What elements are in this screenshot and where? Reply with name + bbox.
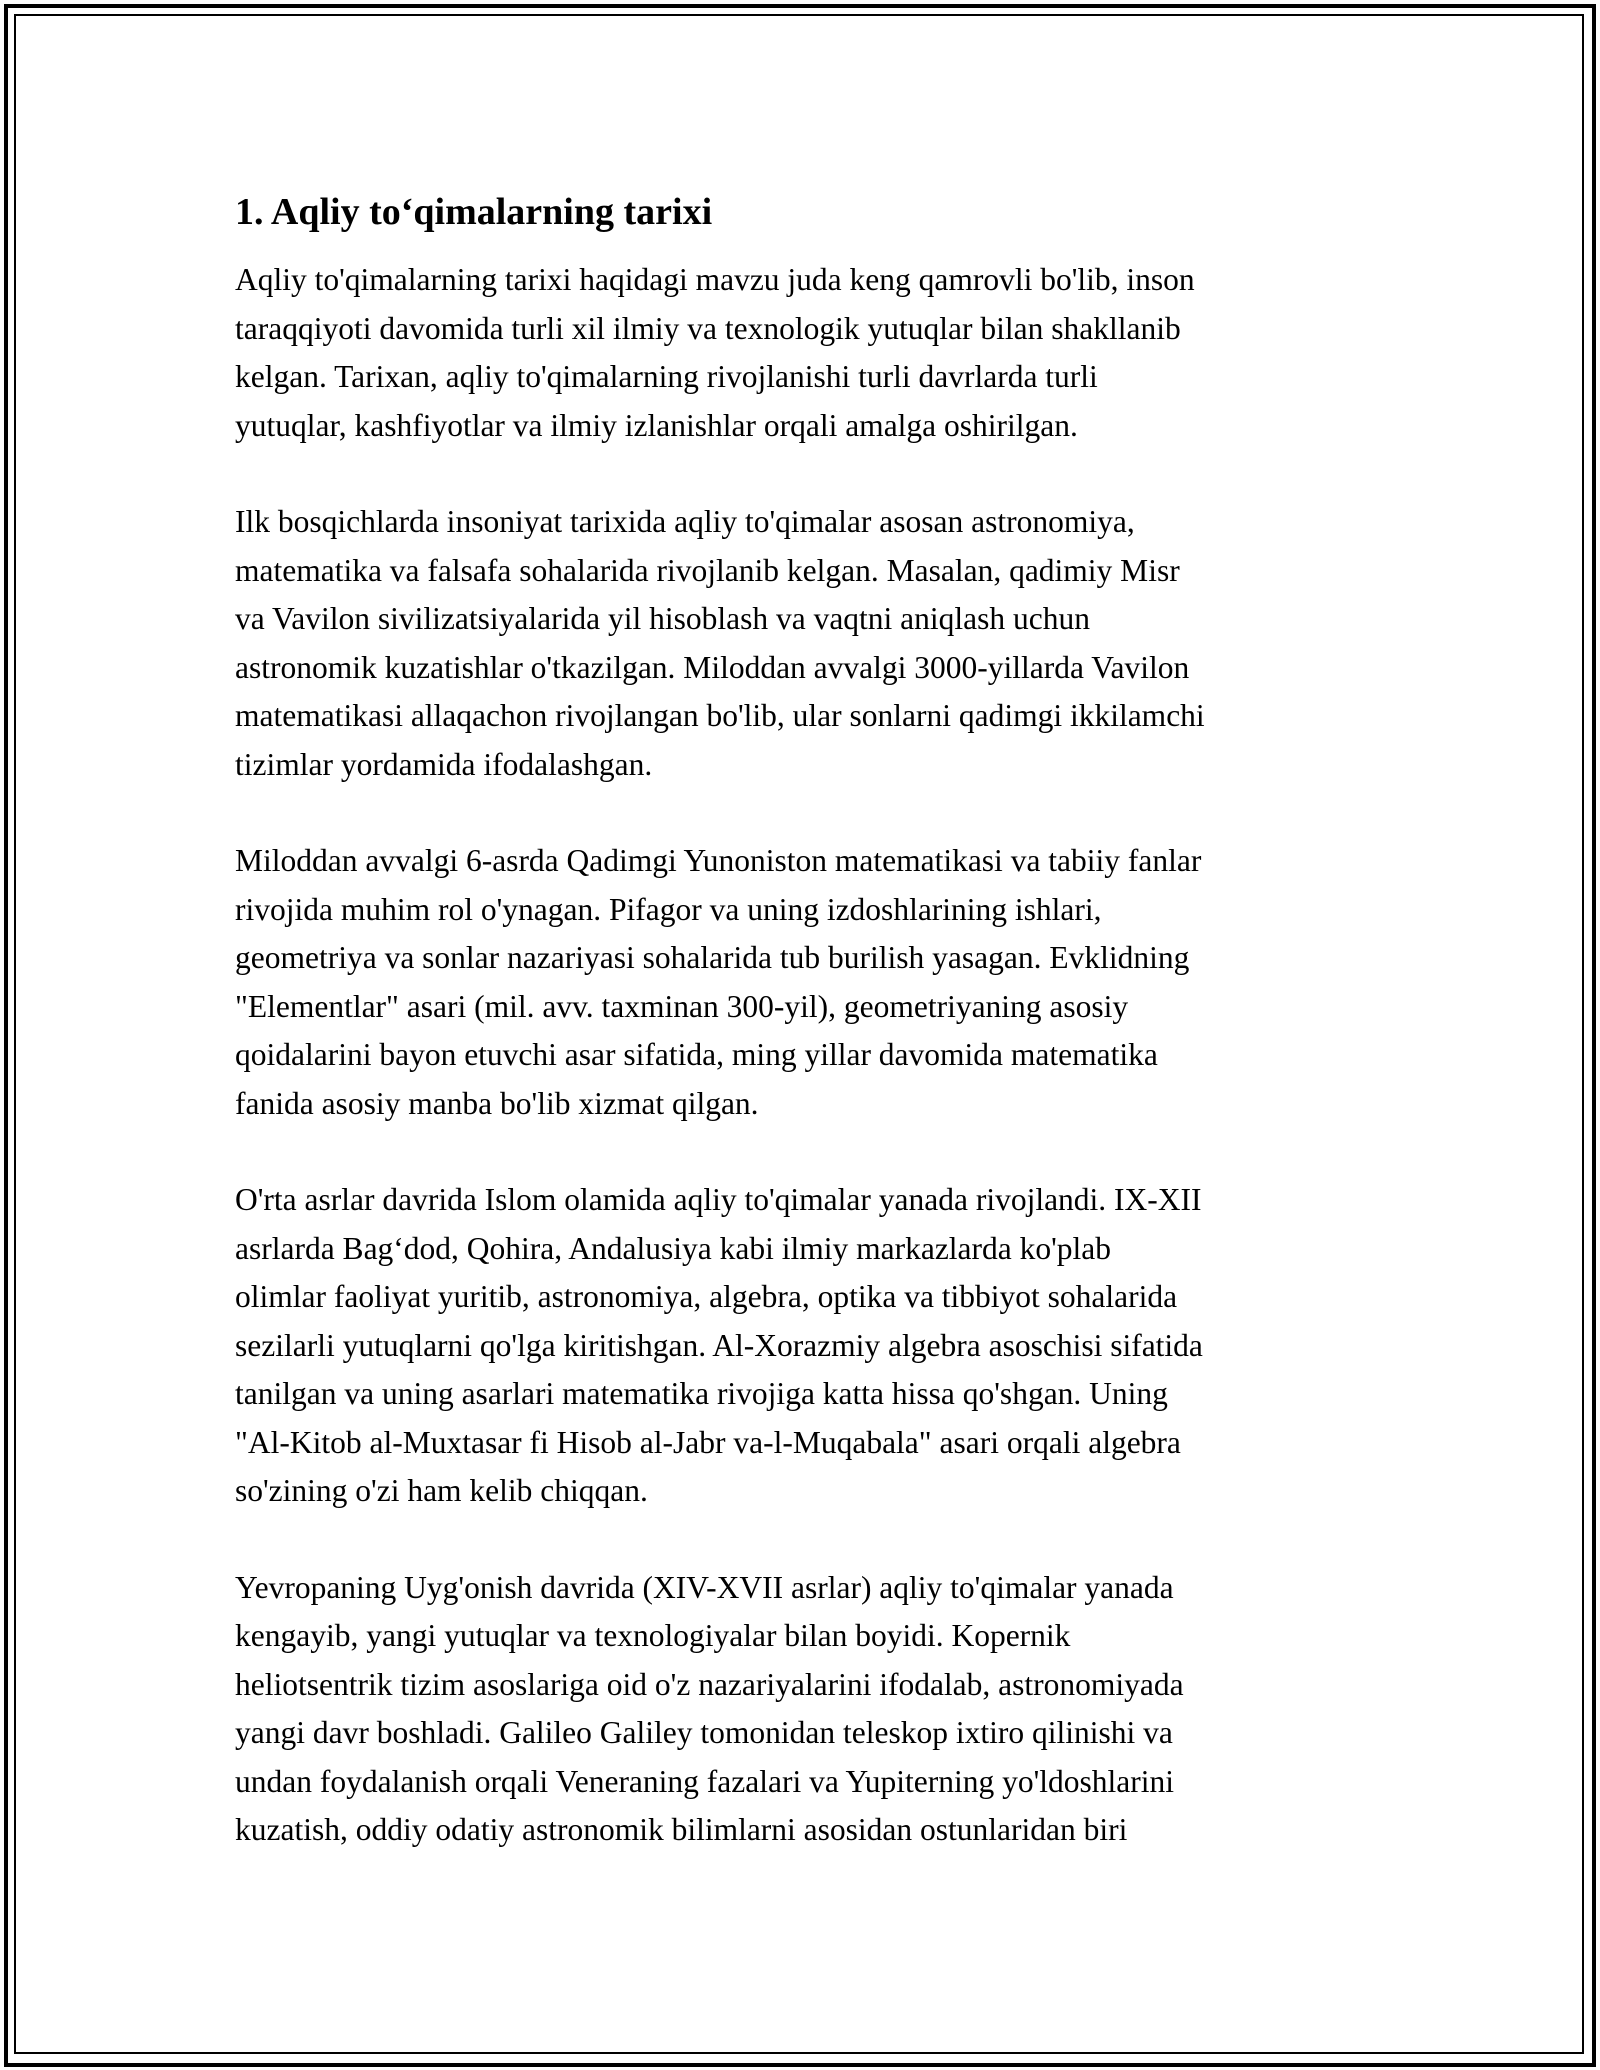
paragraph-line: rivojida muhim rol o'ynagan. Pifagor va uning izdoshlarining ishlari, xyxy=(235,891,1102,927)
paragraph-line: "Al-Kitob al-Muxtasar fi Hisob al-Jabr va-l-Muqabala" asari orqali algebra xyxy=(235,1424,1181,1460)
paragraph-2 xyxy=(235,498,1405,789)
paragraph-line: Yevropaning Uyg'onish davrida (XIV-XVII asrlar) aqliy to'qimalar yanada xyxy=(235,1569,1174,1605)
section-heading: 1. Aqliy to‘qimalarning tarixi xyxy=(235,191,713,233)
paragraph-line: asrlarda Bag‘dod, Qohira, Andalusiya kabi ilmiy markazlarda ko'plab xyxy=(235,1230,1112,1266)
paragraph-line: kuzatish, oddiy odatiy astronomik bilimlarni asosidan ostunlaridan biri xyxy=(235,1812,1128,1847)
paragraph-line: astronomik kuzatishlar o'tkazilgan. Miloddan avvalgi 3000-yillarda Vavilon xyxy=(235,649,1190,685)
paragraph-line: olimlar faoliyat yuritib, astronomiya, algebra, optika va tibbiyot sohalarida xyxy=(235,1279,1178,1314)
paragraph-5 xyxy=(235,1564,1405,1855)
paragraph-3 xyxy=(235,837,1405,1128)
paragraph-line: kelgan. Tarixan, aqliy to'qimalarning rivojlanishi turli davrlarda turli xyxy=(235,359,1098,394)
paragraph-line: yangi davr boshladi. Galileo Galiley tomonidan teleskop ixtiro qilinishi va xyxy=(235,1715,1173,1750)
paragraph-line: undan foydalanish orqali Veneraning fazalari va Yupiterning yo'ldoshlarini xyxy=(235,1763,1175,1799)
paragraph-line: O'rta asrlar davrida Islom olamida aqliy to'qimalar yanada rivojlandi. IX-XII xyxy=(235,1182,1202,1217)
paragraph-line: tanilgan va uning asarlari matematika rivojiga katta hissa qo'shgan. Uning xyxy=(235,1376,1168,1411)
paragraph-line: matematika va falsafa sohalarida rivojlanib kelgan. Masalan, qadimiy Misr xyxy=(235,552,1180,588)
paragraph-4 xyxy=(235,1176,1405,1516)
paragraph-line: Ilk bosqichlarda insoniyat tarixida aqliy to'qimalar asosan astronomiya, xyxy=(235,504,1135,539)
paragraph-line: Miloddan avvalgi 6-asrda Qadimgi Yunoniston matematikasi va tabiiy fanlar xyxy=(235,843,1202,878)
paragraph-line: "Elementlar" asari (mil. avv. taxminan 300-yil), geometriyaning asosiy xyxy=(235,988,1129,1024)
paragraph-line: yutuqlar, kashfiyotlar va ilmiy izlanishlar orqali amalga oshirilgan. xyxy=(235,407,1078,443)
paragraph-line: matematikasi allaqachon rivojlangan bo'lib, ular sonlarni qadimgi ikkilamchi xyxy=(235,698,1205,733)
paragraph-line: va Vavilon sivilizatsiyalarida yil hisoblash va vaqtni aniqlash uchun xyxy=(235,601,1091,636)
paragraph-1 xyxy=(235,256,1405,450)
paragraph-line: kengayib, yangi yutuqlar va texnologiyalar bilan boyidi. Kopernik xyxy=(235,1618,1071,1653)
paragraph-line: Aqliy to'qimalarning tarixi haqidagi mavzu juda keng qamrovli bo'lib, inson xyxy=(235,262,1195,297)
document-body xyxy=(235,186,1405,1903)
paragraph-line: so'zining o'zi ham kelib chiqqan. xyxy=(235,1473,648,1508)
paragraph-line: qoidalarini bayon etuvchi asar sifatida, ming yillar davomida matematika xyxy=(235,1037,1158,1072)
paragraph-line: fanida asosiy manba bo'lib xizmat qilgan. xyxy=(235,1085,759,1121)
paragraph-line: geometriya va sonlar nazariyasi sohalarida tub burilish yasagan. Evklidning xyxy=(235,940,1190,975)
paragraph-line: tizimlar yordamida ifodalashgan. xyxy=(235,746,653,782)
paragraph-line: taraqqiyoti davomida turli xil ilmiy va texnologik yutuqlar bilan shakllanib xyxy=(235,310,1181,346)
paragraph-line: heliotsentrik tizim asoslariga oid o'z nazariyalarini ifodalab, astronomiyada xyxy=(235,1666,1184,1702)
paragraph-line: sezilarli yutuqlarni qo'lga kiritishgan. Al-Xorazmiy algebra asoschisi sifatida xyxy=(235,1327,1203,1363)
